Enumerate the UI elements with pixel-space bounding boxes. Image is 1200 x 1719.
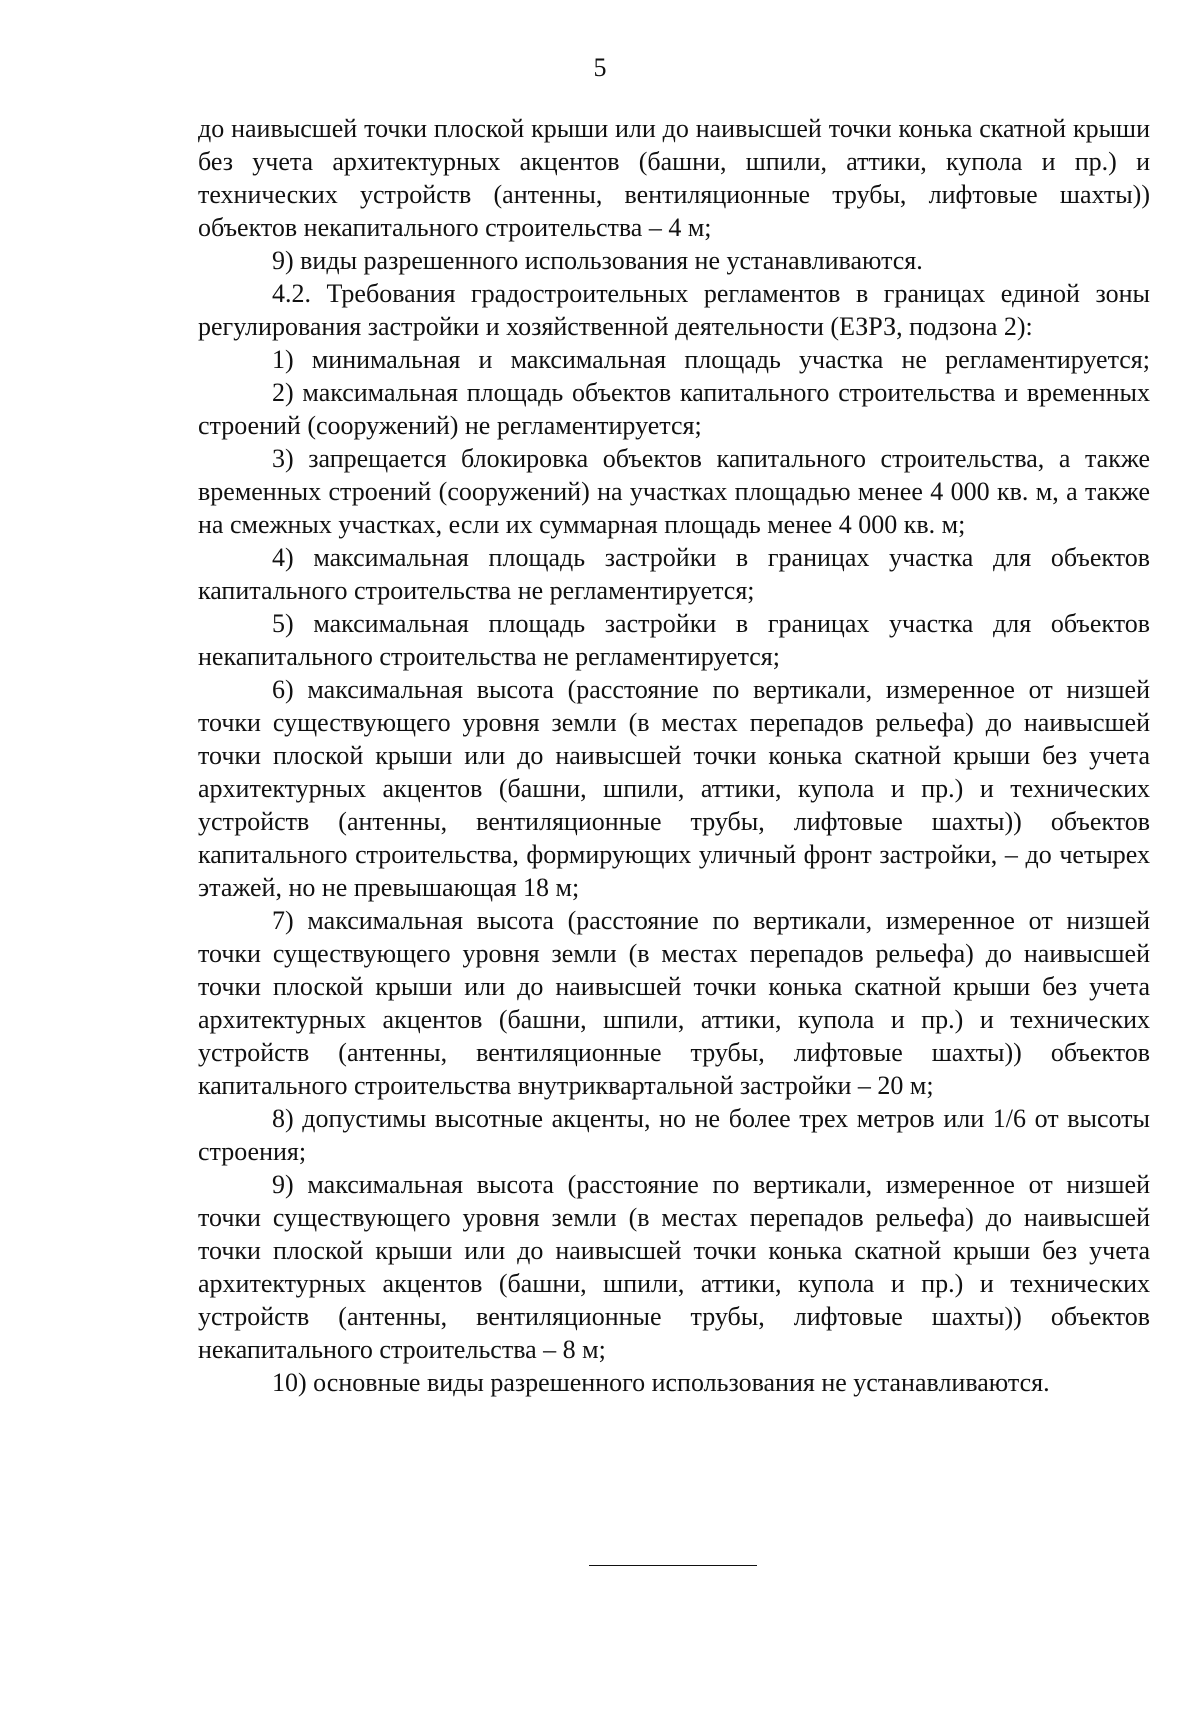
paragraph-item-2: 2) максимальная площадь объектов капитального строительства и временных строений (сооружений) не регламентируется; xyxy=(198,378,1150,440)
paragraph-item-10: 10) основные виды разрешенного использования не устанавливаются. xyxy=(272,1368,1050,1397)
page-number: 5 xyxy=(593,53,607,82)
paragraph-item-3: 3) запрещается блокировка объектов капитального строительства, а также временных строений (сооружений) на участках площадью менее 4 000 кв. м, а также на смежных участках, если их суммарная площадь менее 4 000 кв. м; xyxy=(198,444,1150,539)
paragraph-item-8: 8) допустимы высотные акценты, но не более трех метров или 1/6 от высоты строения; xyxy=(198,1104,1150,1166)
closing-divider-line xyxy=(589,1565,757,1566)
paragraph-item-6: 6) максимальная высота (расстояние по вертикали, измеренное от низшей точки существующего уровня земли (в местах перепадов рельефа) до наивысшей точки плоской крыши или до наивысшей точки конька скатной крыши без учета архитектурных акцентов (башни, шпили, аттики, купола и пр.) и технических устройств (антенны, вентиляционные трубы, лифтовые шахты)) объектов капитального строительства, формирующих уличный фронт застройки, – до четырех этажей, но не превышающая 18 м; xyxy=(198,675,1150,902)
paragraph-item-7: 7) максимальная высота (расстояние по вертикали, измеренное от низшей точки существующего уровня земли (в местах перепадов рельефа) до наивысшей точки плоской крыши или до наивысшей точки конька скатной крыши без учета архитектурных акцентов (башни, шпили, аттики, купола и пр.) и технических устройств (антенны, вентиляционные трубы, лифтовые шахты)) объектов капитального строительства внутриквартальной застройки – 20 м; xyxy=(198,906,1150,1100)
paragraph-item-5: 5) максимальная площадь застройки в границах участка для объектов некапитального строительства не регламентируется; xyxy=(198,609,1150,671)
paragraph-item-9-permitted-uses: 9) виды разрешенного использования не устанавливаются. xyxy=(272,246,923,275)
document-body xyxy=(198,112,1150,1399)
paragraph-section-4-2-heading: 4.2. Требования градостроительных регламентов в границах единой зоны регулирования застройки и хозяйственной деятельности (ЕЗРЗ, подзона 2): xyxy=(198,279,1150,341)
paragraph-item-1: 1) минимальная и максимальная площадь участка не регламентируется; xyxy=(272,345,1150,374)
paragraph-item-4: 4) максимальная площадь застройки в границах участка для объектов капитального строительства не регламентируется; xyxy=(198,543,1150,605)
paragraph-continuation: до наивысшей точки плоской крыши или до наивысшей точки конька скатной крыши без учета архитектурных акцентов (башни, шпили, аттики, купола и пр.) и технических устройств (антенны, вентиляционные трубы, лифтовые шахты)) объектов некапитального строительства – 4 м; xyxy=(198,114,1150,242)
paragraph-item-9: 9) максимальная высота (расстояние по вертикали, измеренное от низшей точки существующего уровня земли (в местах перепадов рельефа) до наивысшей точки плоской крыши или до наивысшей точки конька скатной крыши без учета архитектурных акцентов (башни, шпили, аттики, купола и пр.) и технических устройств (антенны, вентиляционные трубы, лифтовые шахты)) объектов некапитального строительства – 8 м; xyxy=(198,1170,1150,1364)
